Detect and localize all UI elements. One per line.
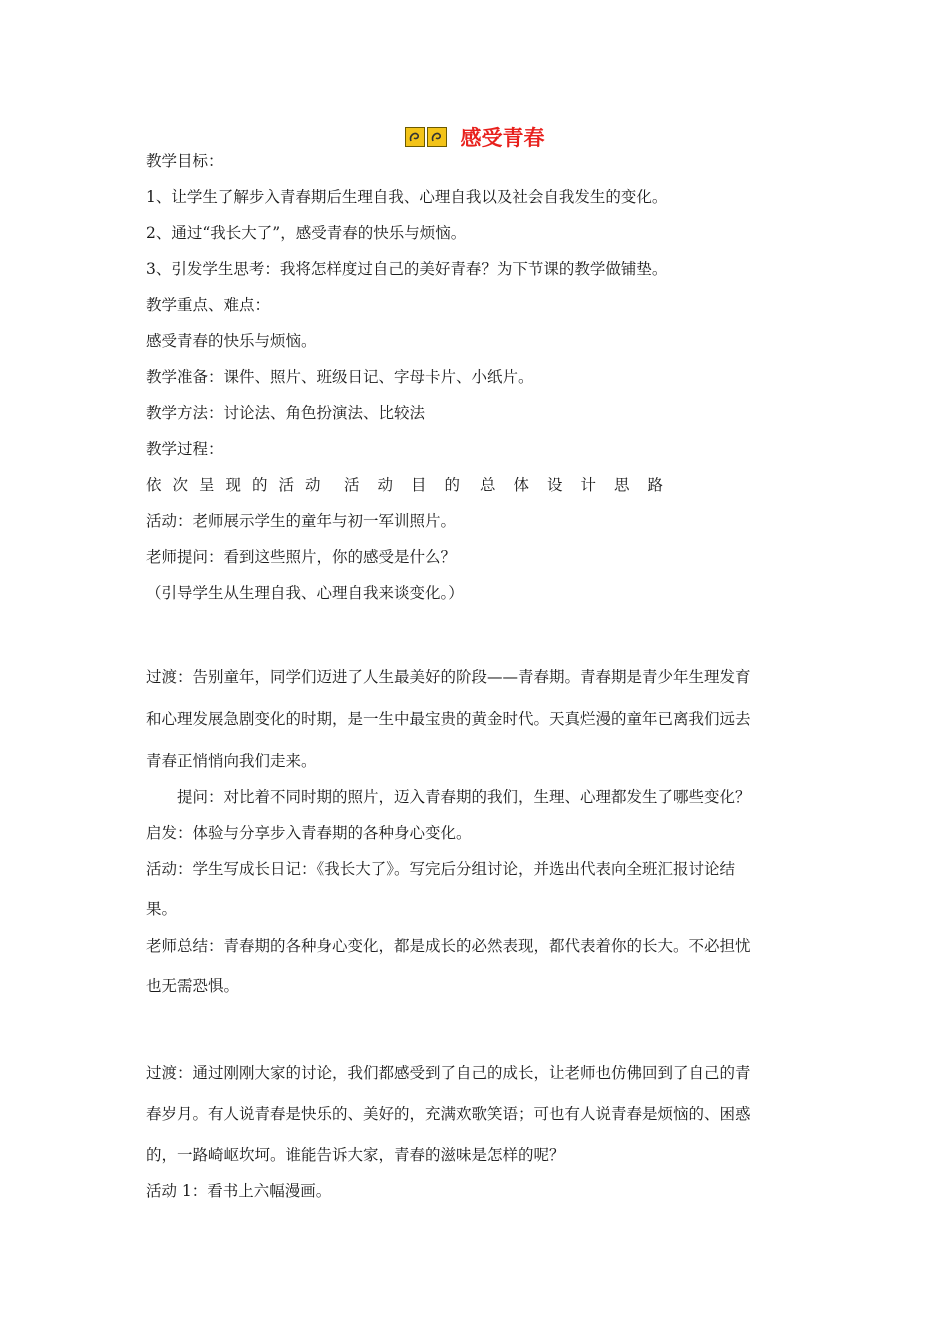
- question-line: 提问：对比着不同时期的照片，迈入青春期的我们，生理、心理都发生了哪些变化？: [177, 788, 751, 806]
- text-line: 教学重点、难点：: [146, 296, 271, 314]
- decorative-swirl-icon: [427, 127, 447, 147]
- text-line: 教学目标：: [146, 152, 224, 170]
- text-line: 2、通过“我长大了”，感受青春的快乐与烦恼。: [146, 224, 467, 242]
- process-header-col2: 活动目的: [344, 476, 479, 494]
- text-line: 启发：体验与分享步入青春期的各种身心变化。: [146, 824, 472, 842]
- text-line: 教学过程：: [146, 440, 224, 458]
- text-line: 活动：老师展示学生的童年与初一军训照片。: [146, 512, 457, 530]
- paragraph-line: 青春正悄悄向我们走来。: [146, 752, 317, 770]
- text-line: 老师提问：看到这些照片，你的感受是什么？: [146, 548, 457, 566]
- paragraph-line: 春岁月。有人说青春是快乐的、美好的，充满欢歌笑语；可也有人说青春是烦恼的、困惑: [146, 1105, 751, 1123]
- paragraph-line: 的，一路崎岖坎坷。谁能告诉大家，青春的滋味是怎样的呢？: [146, 1146, 565, 1164]
- process-header-col1: 依次呈现的活动: [146, 476, 332, 494]
- text-line: 教学准备：课件、照片、班级日记、字母卡片、小纸片。: [146, 368, 534, 386]
- text-line: 3、引发学生思考：我将怎样度过自己的美好青春？为下节课的教学做铺垫。: [146, 260, 668, 278]
- decorative-swirl-icon: [405, 127, 425, 147]
- paragraph-line: 过渡：告别童年，同学们迈进了人生最美好的阶段——青春期。青春期是青少年生理发育: [146, 668, 751, 686]
- text-line: 1、让学生了解步入青春期后生理自我、心理自我以及社会自我发生的变化。: [146, 188, 668, 206]
- process-header-col3: 总体设计思路: [480, 476, 682, 494]
- paragraph-line: 和心理发展急剧变化的时期，是一生中最宝贵的黄金时代。天真烂漫的童年已离我们远去: [146, 710, 751, 728]
- title-icons: [405, 127, 449, 148]
- paragraph-line: 过渡：通过刚刚大家的讨论，我们都感受到了自己的成长，让老师也仿佛回到了自己的青: [146, 1064, 751, 1082]
- page-title: 感受青春: [460, 126, 545, 150]
- text-line: 教学方法：讨论法、角色扮演法、比较法: [146, 404, 426, 422]
- title-row: [0, 122, 950, 150]
- text-line: 老师总结：青春期的各种身心变化，都是成长的必然表现，都代表着你的长大。不必担忧: [146, 937, 751, 955]
- text-line: 感受青春的快乐与烦恼。: [146, 332, 317, 350]
- paragraph-line: 活动 1：看书上六幅漫画。: [146, 1182, 332, 1200]
- text-line: 果。: [146, 900, 178, 918]
- text-line: （引导学生从生理自我、心理自我来谈变化。）: [146, 584, 464, 602]
- text-line: 也无需恐惧。: [146, 977, 240, 995]
- text-line: 活动：学生写成长日记：《我长大了》。写完后分组讨论，并选出代表向全班汇报讨论结: [146, 860, 736, 878]
